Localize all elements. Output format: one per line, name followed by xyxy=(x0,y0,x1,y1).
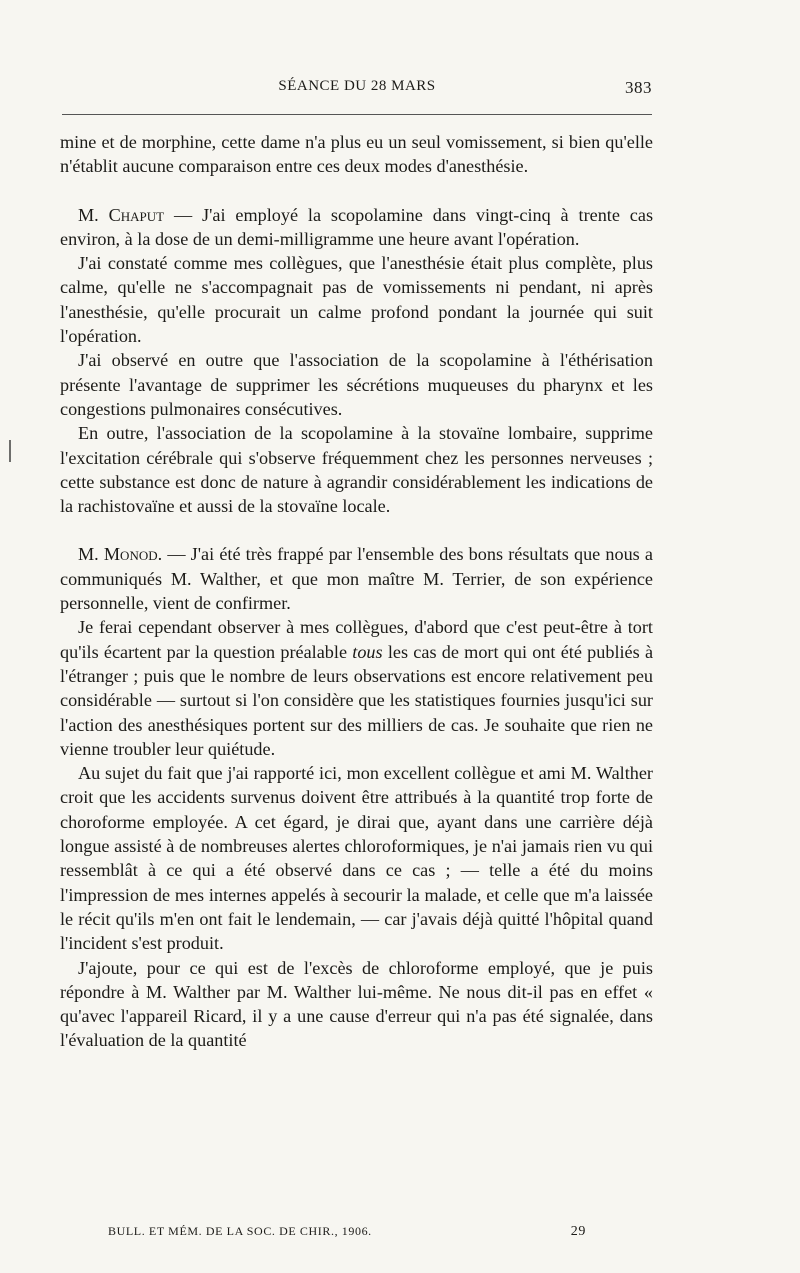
paragraph-chaput-3: J'ai observé en outre que l'association de la scopolamine à l'éthérisation présente l'avantage de supprimer les sécrétions muqueuses du pharynx et les congestions pulmonaires consécutives. xyxy=(60,350,653,419)
paragraph-monod-2 xyxy=(60,615,653,761)
footer-source: BULL. ET MÉM. DE LA SOC. DE CHIR., 1906. xyxy=(108,1224,372,1238)
speaker-chaput: M. Chaput xyxy=(78,204,165,225)
paragraph-monod-4: J'ajoute, pour ce qui est de l'excès de chloroforme employé, que je puis répondre à M. Walther par M. Walther lui-même. Ne nous dit-il pas en effet « qu'avec l'appareil Ricard, il y a une cause d'erreur qui n'a pas été signalée, dans l'évaluation de la quantité xyxy=(60,957,653,1051)
paragraph-monod-2-b: les cas de mort qui ont été publiés à l'étranger ; puis que le nombre de leurs observations est encore relativement peu considérable — surtout si l'on considère que les statistiques fournies jusqu'ici sur l'action des anesthésiques portent sur des milliers de cas. Je souhaite que rien ne vienne troubler leur quiétude. xyxy=(60,641,654,759)
margin-mark xyxy=(8,440,12,462)
paragraph-chaput-4: En outre, l'association de la scopolamine à la stovaïne lombaire, supprime l'excitation cérébrale qui s'observe fréquemment chez les personnes nerveuses ; cette substance est donc de nature à agrandir considérablement les indications de la rachistovaïne et aussi de la stovaïne locale. xyxy=(60,423,653,517)
paragraph-monod-intro xyxy=(60,542,653,615)
page-footer xyxy=(108,1224,586,1244)
page-number: 383 xyxy=(625,78,652,97)
paragraph-chaput-2: J'ai constaté comme mes collègues, que l'anesthésie était plus complète, plus calme, qu'elle ne s'accompagnait pas de vomissements ni pendant, ni après l'anesthésie, qu'elle procurait un calme profond pondant la journée qui suit l'opération. xyxy=(60,253,653,347)
header-rule xyxy=(62,114,652,115)
running-head-title: SÉANCE DU 28 MARS xyxy=(278,78,436,94)
body-text xyxy=(60,130,653,1053)
paragraph-monod-text: — J'ai été très frappé par l'ensemble des bons résultats que nous a communiqués M. Walther, et que mon maître M. Terrier, de son expérience personnelle, vient de confirmer. xyxy=(60,544,653,614)
paragraph-chaput-text: — J'ai employé la scopolamine dans vingt-cinq à trente cas environ, à la dose de un demi-milligramme une heure avant l'opération. xyxy=(60,204,654,249)
paragraph-chaput-intro xyxy=(60,203,653,252)
paragraph-monod-3: Au sujet du fait que j'ai rapporté ici, mon excellent collègue et ami M. Walther croit que les accidents survenus doivent être attribués à la quantité trop forte de choroforme employée. A cet égard, je dirai que, ayant dans une carrière déjà longue assisté à de nombreuses alertes chloroformiques, je n'ai jamais rien vu qui ressemblât à ce qui a été observé dans ce cas ; — telle a été du moins l'impression de mes internes appelés à secourir la malade, et celle que m'a laissée le récit qu'ils m'en ont fait le lendemain, — car j'avais déjà quitté l'hôpital quand l'incident s'est produit. xyxy=(60,763,653,954)
footer-signature: 29 xyxy=(570,1224,586,1239)
paragraph-continuation: mine et de morphine, cette dame n'a plus eu un seul vomissement, si bien qu'elle n'établit aucune comparaison entre ces deux modes d'anesthésie. xyxy=(60,132,653,177)
paragraph-monod-2-a: Je ferai cependant observer à mes collègues, d'abord que c'est peut-être à tort qu'ils écartent par la question préalable xyxy=(60,617,653,662)
running-head xyxy=(62,78,652,100)
speaker-monod: M. Monod. xyxy=(78,544,163,565)
emphasis-tous: tous xyxy=(352,641,383,662)
